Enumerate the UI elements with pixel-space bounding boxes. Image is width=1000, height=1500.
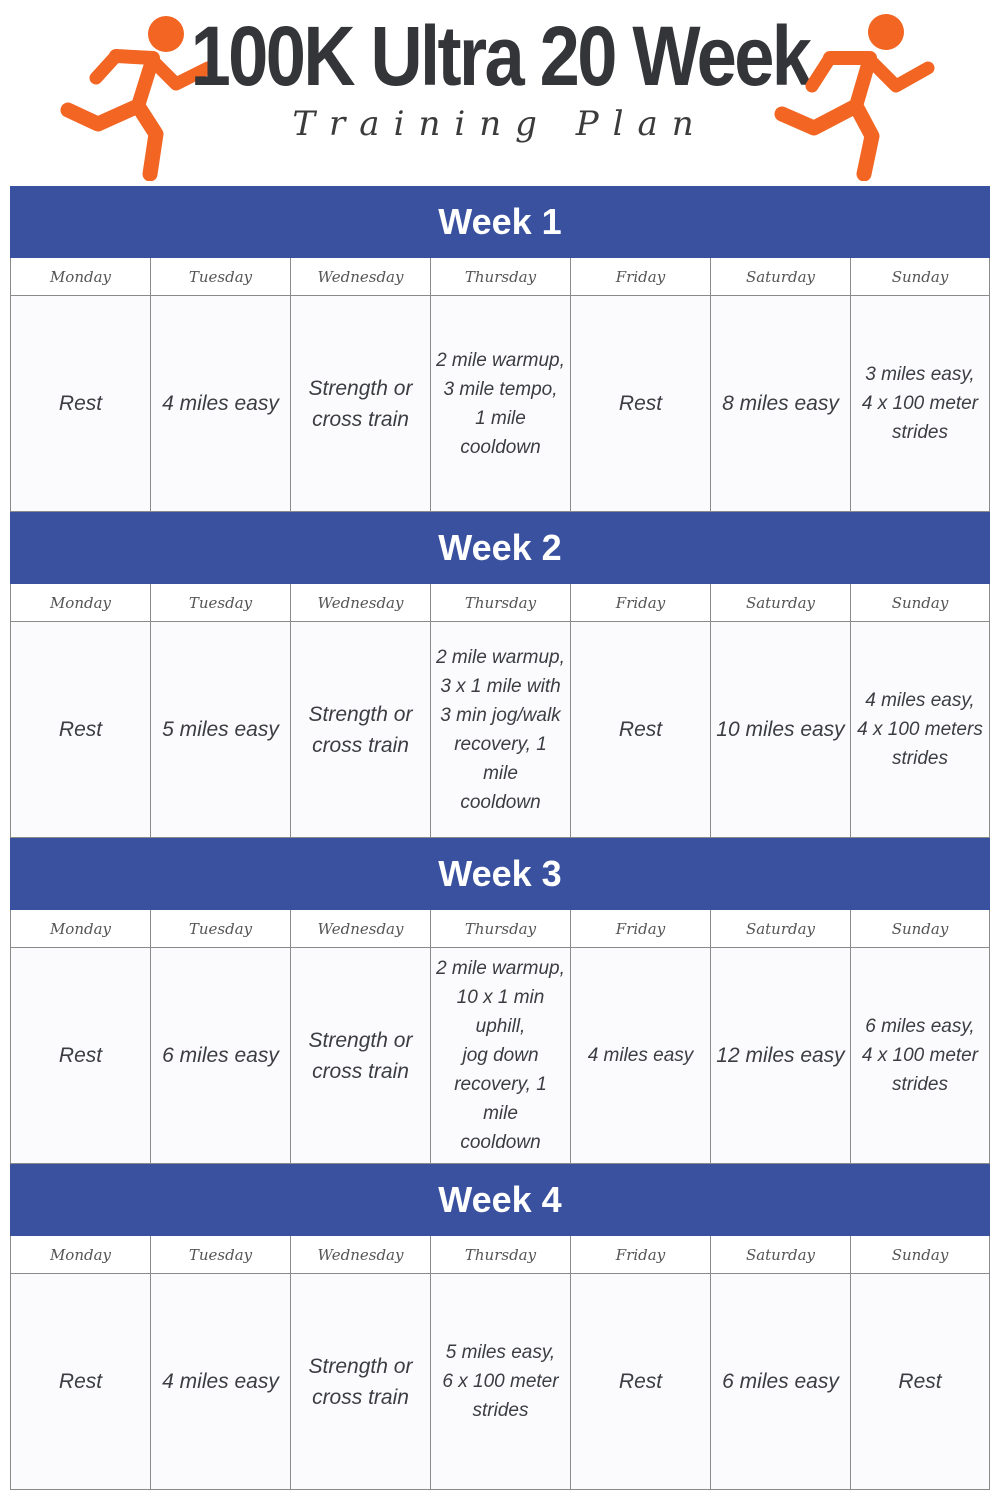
day-label: Thursday — [430, 910, 570, 947]
day-label: Monday — [10, 258, 150, 295]
day-label: Thursday — [430, 584, 570, 621]
workout-cell: 8 miles easy — [710, 296, 850, 512]
weekday-row — [10, 584, 990, 622]
day-label: Thursday — [430, 258, 570, 295]
workout-cell: 4 miles easy, 4 x 100 meters strides — [850, 622, 990, 838]
week-section — [10, 1164, 990, 1490]
workout-cell: Rest — [10, 1274, 150, 1490]
day-label: Tuesday — [150, 258, 290, 295]
page-header — [0, 0, 1000, 185]
day-label: Sunday — [850, 258, 990, 295]
workout-cell: Strength or cross train — [290, 622, 430, 838]
day-label: Sunday — [850, 910, 990, 947]
day-label: Tuesday — [150, 584, 290, 621]
weekday-row — [10, 910, 990, 948]
workout-cell: 10 miles easy — [710, 622, 850, 838]
day-label: Tuesday — [150, 910, 290, 947]
week-heading: Week 1 — [10, 186, 990, 258]
day-label: Friday — [570, 258, 710, 295]
workout-cell: 5 miles easy, 6 x 100 meter strides — [430, 1274, 570, 1490]
day-label: Friday — [570, 584, 710, 621]
day-label: Saturday — [710, 910, 850, 947]
workout-row — [10, 1274, 990, 1490]
weekday-row — [10, 258, 990, 296]
day-label: Tuesday — [150, 1236, 290, 1273]
day-label: Monday — [10, 910, 150, 947]
workout-cell: 4 miles easy — [150, 1274, 290, 1490]
week-heading: Week 4 — [10, 1164, 990, 1236]
page-subtitle: Training Plan — [292, 104, 708, 144]
day-label: Thursday — [430, 1236, 570, 1273]
workout-cell: Rest — [10, 622, 150, 838]
day-label: Wednesday — [290, 1236, 430, 1273]
week-heading: Week 3 — [10, 838, 990, 910]
workout-cell: 2 mile warmup, 3 mile tempo, 1 mile cooldown — [430, 296, 570, 512]
day-label: Monday — [10, 1236, 150, 1273]
workout-cell: 4 miles easy — [570, 948, 710, 1164]
workout-cell: 6 miles easy, 4 x 100 meter strides — [850, 948, 990, 1164]
week-section — [10, 838, 990, 1164]
workout-cell: Rest — [10, 948, 150, 1164]
workout-cell: 3 miles easy, 4 x 100 meter strides — [850, 296, 990, 512]
workout-cell: Rest — [10, 296, 150, 512]
day-label: Wednesday — [290, 910, 430, 947]
workout-cell: Strength or cross train — [290, 1274, 430, 1490]
day-label: Saturday — [710, 1236, 850, 1273]
weekday-row — [10, 1236, 990, 1274]
workout-cell: 12 miles easy — [710, 948, 850, 1164]
workout-cell: 6 miles easy — [150, 948, 290, 1164]
page-title: 100K Ultra 20 Week — [190, 9, 810, 103]
week-section — [10, 512, 990, 838]
day-label: Friday — [570, 910, 710, 947]
workout-row — [10, 296, 990, 512]
workout-cell: Rest — [570, 296, 710, 512]
day-label: Wednesday — [290, 584, 430, 621]
day-label: Saturday — [710, 584, 850, 621]
running-person-icon — [768, 6, 943, 181]
day-label: Saturday — [710, 258, 850, 295]
workout-cell: Strength or cross train — [290, 948, 430, 1164]
week-section — [10, 186, 990, 512]
day-label: Friday — [570, 1236, 710, 1273]
workout-cell: Strength or cross train — [290, 296, 430, 512]
day-label: Monday — [10, 584, 150, 621]
workout-cell: Rest — [850, 1274, 990, 1490]
day-label: Sunday — [850, 584, 990, 621]
workout-cell: 2 mile warmup, 10 x 1 min uphill, jog down recovery, 1 mile cooldown — [430, 948, 570, 1164]
workout-cell: Rest — [570, 1274, 710, 1490]
workout-cell: 2 mile warmup, 3 x 1 mile with 3 min jog/walk recovery, 1 mile cooldown — [430, 622, 570, 838]
week-heading: Week 2 — [10, 512, 990, 584]
workout-cell: 5 miles easy — [150, 622, 290, 838]
workout-cell: 4 miles easy — [150, 296, 290, 512]
day-label: Sunday — [850, 1236, 990, 1273]
workout-cell: 6 miles easy — [710, 1274, 850, 1490]
workout-row — [10, 622, 990, 838]
workout-cell: Rest — [570, 622, 710, 838]
workout-row — [10, 948, 990, 1164]
day-label: Wednesday — [290, 258, 430, 295]
